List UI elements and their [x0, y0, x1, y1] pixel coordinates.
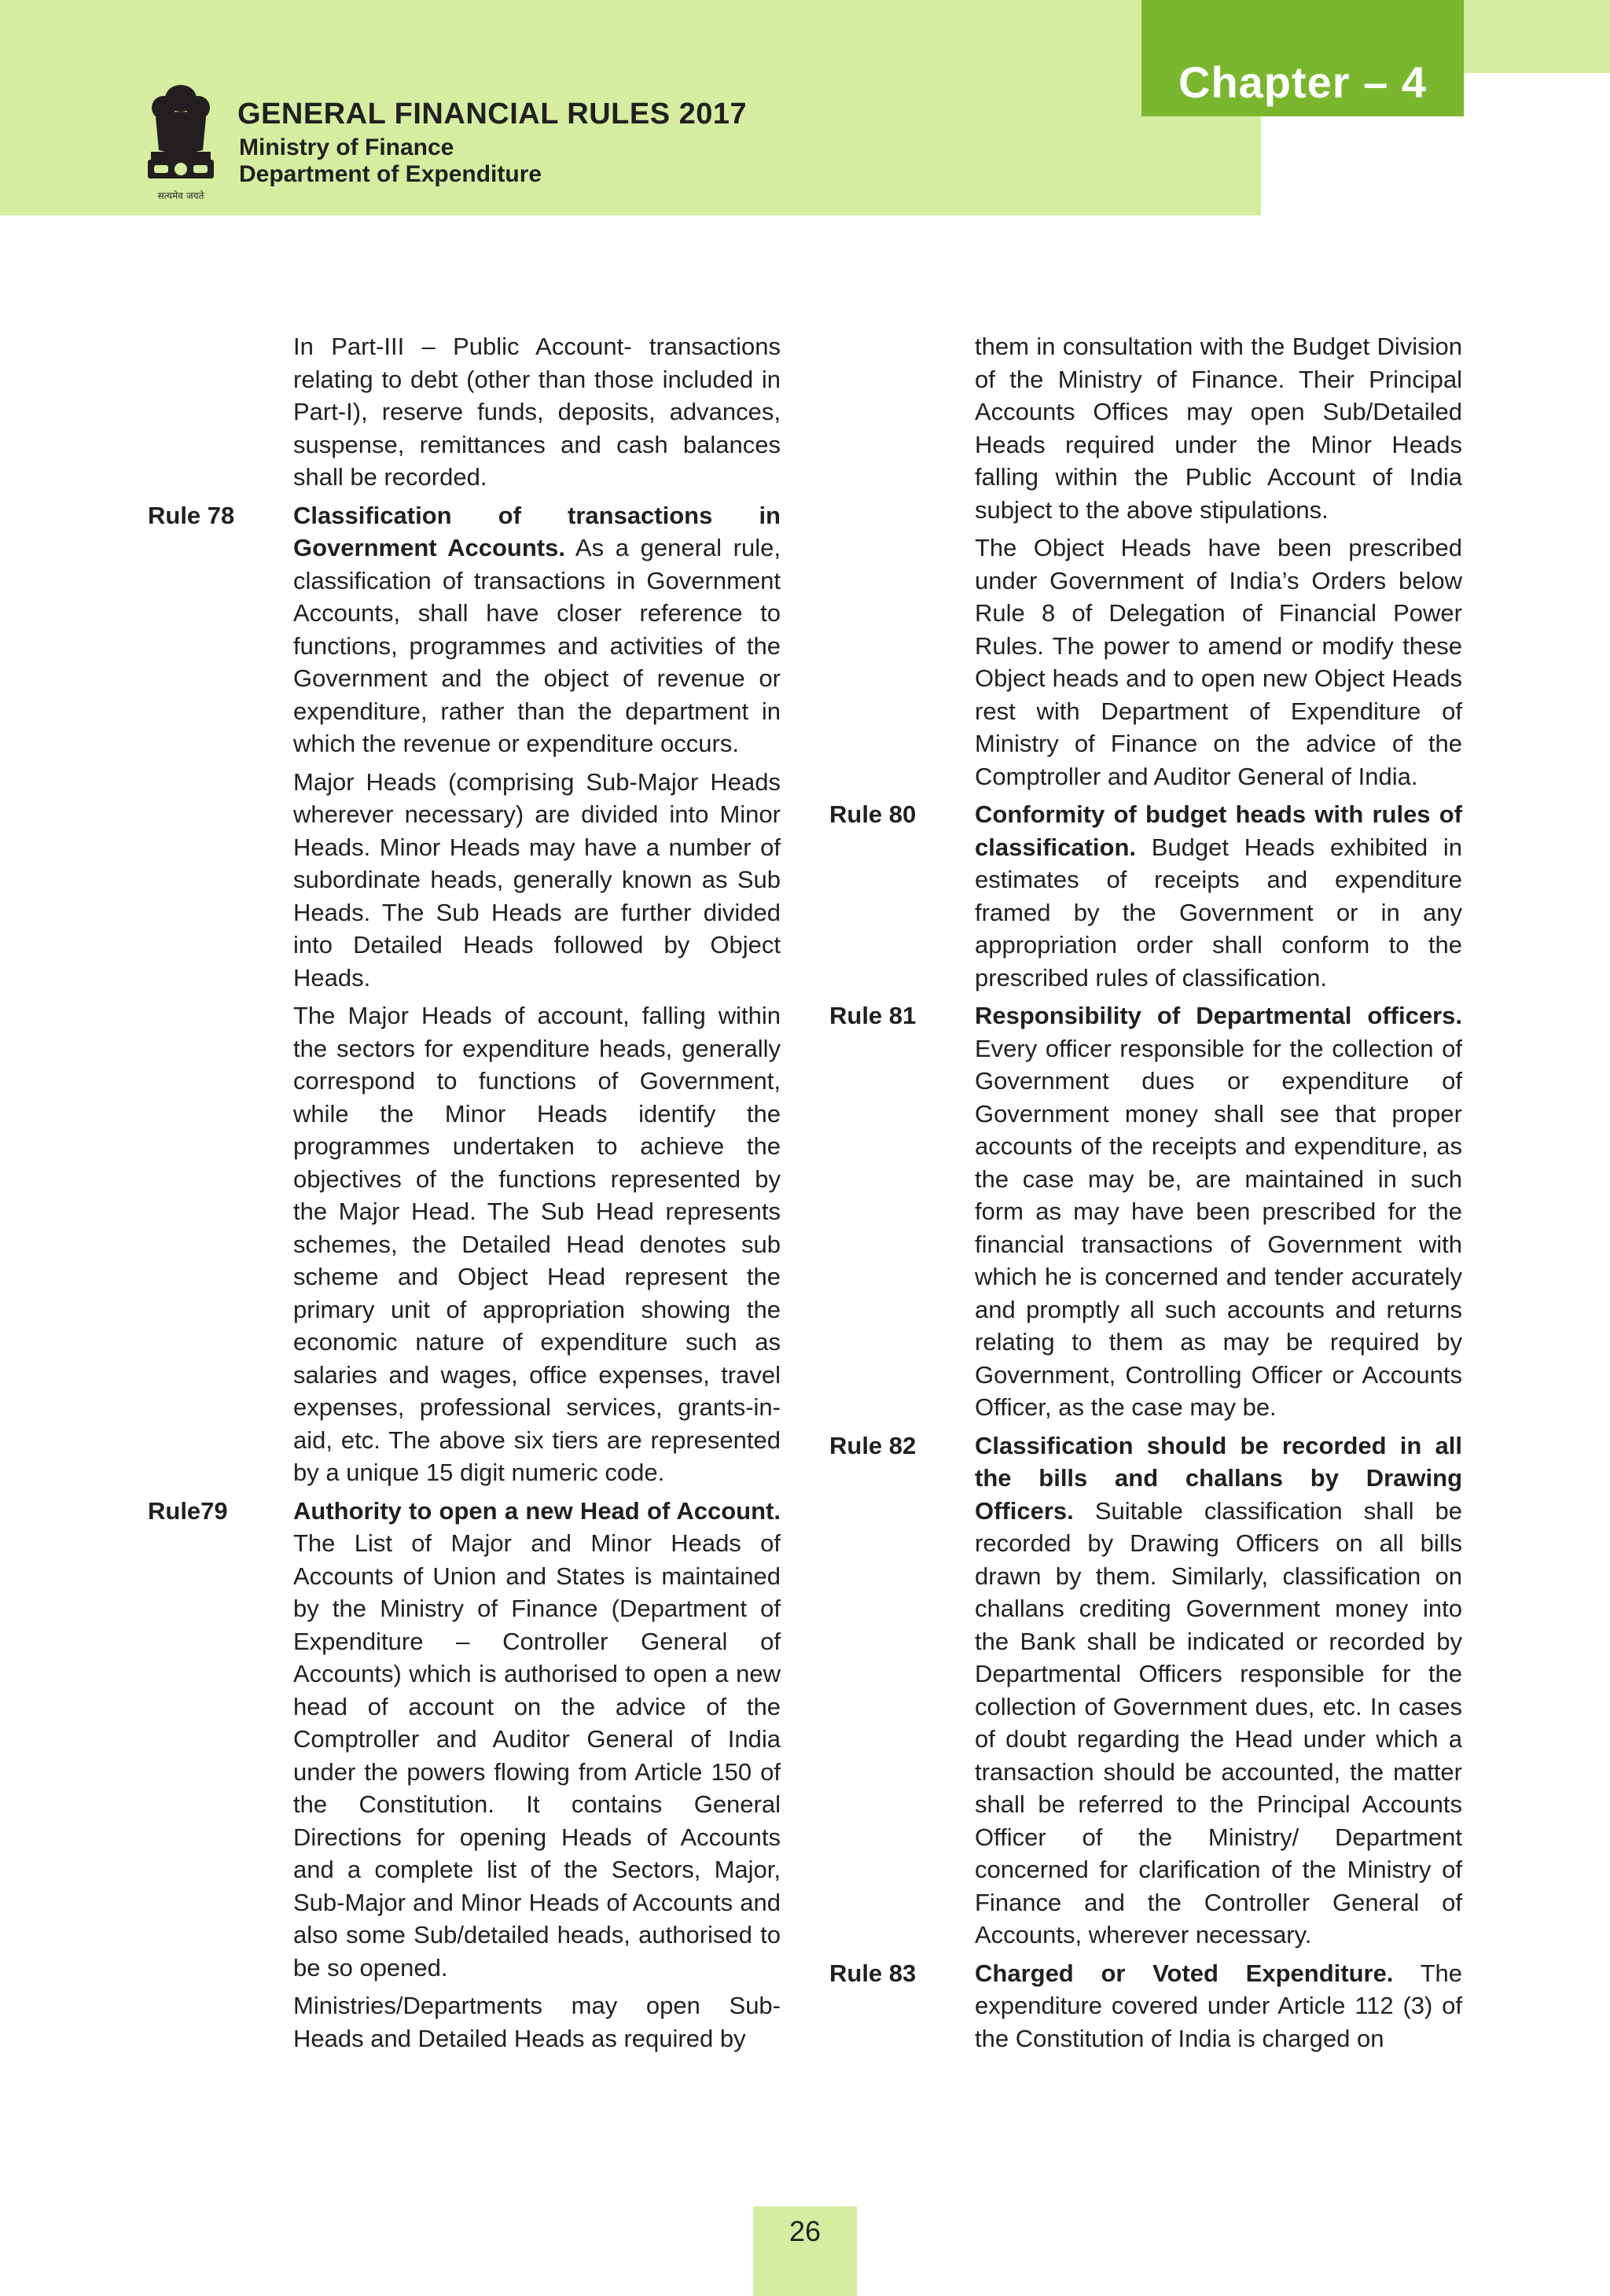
page-number: 26 [753, 2206, 857, 2296]
rule-text: As a general rule, classification of transactions in Government Accounts, shall have closer reference to functions, programmes and activities of the Government and the object of revenue or expenditure, rather than the department in which the revenue or expenditure occurs. [293, 534, 781, 757]
emblem-caption: सत्यमेव जयते [157, 190, 204, 201]
rule-title: Charged or Voted Expenditure. [975, 1959, 1394, 1987]
chapter-label: Chapter – 4 [1178, 57, 1427, 107]
rule-label: Rule 78 [148, 501, 235, 529]
document-title: GENERAL FINANCIAL RULES 2017 [237, 98, 748, 131]
rule-83 [829, 1957, 1462, 2055]
rule-paragraph: Ministries/Departments may open Sub-Heads and Detailed Heads as required by [293, 1992, 781, 2052]
rule-82 [829, 1429, 1462, 1952]
rule-label: Rule 80 [829, 800, 917, 828]
left-column [148, 330, 781, 2060]
rule-text: Suitable classification shall be recorded by Drawing Officers on all bills drawn by them. Similarly, classification on challans crediting Government money into the Bank shall be indicated or recorded by Departmental Officers responsible for the collection of Government dues, etc. In cases of doubt regarding the Head under which a transaction should be accounted, the matter shall be referred to the Principal Accounts Officer of the Ministry/ Department concerned for clarification of the Ministry of Finance and the Controller General of Accounts, wherever necessary. [975, 1496, 1462, 1948]
rule-text: The expenditure covered under Article 112 (3) of the Constitution of India is charged on [975, 1959, 1462, 2052]
rule-paragraph: The Major Heads of account, falling within the sectors for expenditure heads, generally correspond to functions of Government, while the Minor Heads identify the programmes undertaken to achieve the objectives of the functions represented by the Major Head. The Sub Head represents schemes, the Detailed Head denotes sub scheme and Object Head represent the primary unit of appropriation showing the economic nature of expenditure such as salaries and wages, office expenses, travel expenses, professional services, grants-in-aid, etc. The above six tiers are represented by a unique 15 digit numeric code. [293, 1002, 781, 1486]
rule-label: Rule79 [148, 1496, 228, 1525]
rule-paragraph: Major Heads (comprising Sub-Major Heads wherever necessary) are divided into Minor Heads. Minor Heads may have a number of subordinate heads, generally known as Sub Heads. The Sub Heads are further divided into Detailed Heads followed by Object Heads. [293, 767, 781, 992]
department-name: Department of Expenditure [239, 161, 542, 187]
rule-81 [829, 999, 1462, 1424]
rule-title: Classification should be recorded in all the bills and challans by Drawing Officers. [975, 1431, 1462, 1525]
object-heads-paragraph: The Object Heads have been prescribed under Government of India’s Orders below Rule 8 of Delegation of Financial Power Rules. The power to amend or modify these Object heads and to open new Object Heads rest with Department of Expenditure of Ministry of Finance on the advice of the Comptroller and Auditor General of India. [975, 534, 1462, 790]
rule-80 [829, 798, 1462, 994]
rule-text: Every officer responsible for the collection of Government dues or expenditure of Government money shall see that proper accounts of the receipts and expenditure, as the case may be, are maintained in such form as may have been prescribed for the financial transactions of Government with which he is concerned and tender accurately and promptly all such accounts and returns relating to them as may be required by Government, Controlling Officer or Accounts Officer, as the case may be. [975, 1034, 1462, 1421]
rule-title: Classification of transactions in Government Accounts. [293, 501, 781, 561]
rule-text: The List of Major and Minor Heads of Accounts of Union and States is maintained by the Ministry of Finance (Department of Expenditure – Controller General of Accounts) which is authorised to open a new head of account on the advice of the Comptroller and Auditor General of India under the powers flowing from Article 150 of the Constitution. It contains General Directions for opening Heads of Accounts and a complete list of the Sectors, Major, Sub-Major and Minor Heads of Accounts and also some Sub/detailed heads, authorised to be so opened. [293, 1529, 781, 1981]
rule-label: Rule 83 [829, 1959, 917, 1987]
continued-paragraph: them in consultation with the Budget Division of the Ministry of Finance. Their Principal Accounts Offices may open Sub/Detailed Heads required under the Minor Heads falling within the Public Account of India subject to the above stipulations. [975, 333, 1462, 524]
rule-title: Conformity of budget heads with rules of classification. [975, 800, 1462, 861]
rule-label: Rule 81 [829, 1002, 917, 1029]
part-iii-paragraph: In Part-III – Public Account- transactions relating to debt (other than those included in Part-I), reserve funds, deposits, advances, suspense, remittances and cash balances shall be recorded. [293, 333, 781, 491]
rule-78 [148, 499, 781, 1489]
rule-title: Authority to open a new Head of Account. [293, 1496, 781, 1525]
rule-title: Responsibility of Departmental officers. [975, 1002, 1462, 1029]
national-emblem-icon [140, 75, 222, 204]
ministry-name: Ministry of Finance [239, 134, 454, 160]
chapter-tab [1141, 0, 1464, 116]
rule-text: Budget Heads exhibited in estimates of receipts and expenditure framed by the Government or in any appropriation order shall conform to the prescribed rules of classification. [975, 833, 1462, 992]
rule-79 [148, 1495, 781, 2055]
rule-label: Rule 82 [829, 1431, 917, 1459]
right-column [829, 330, 1462, 2060]
